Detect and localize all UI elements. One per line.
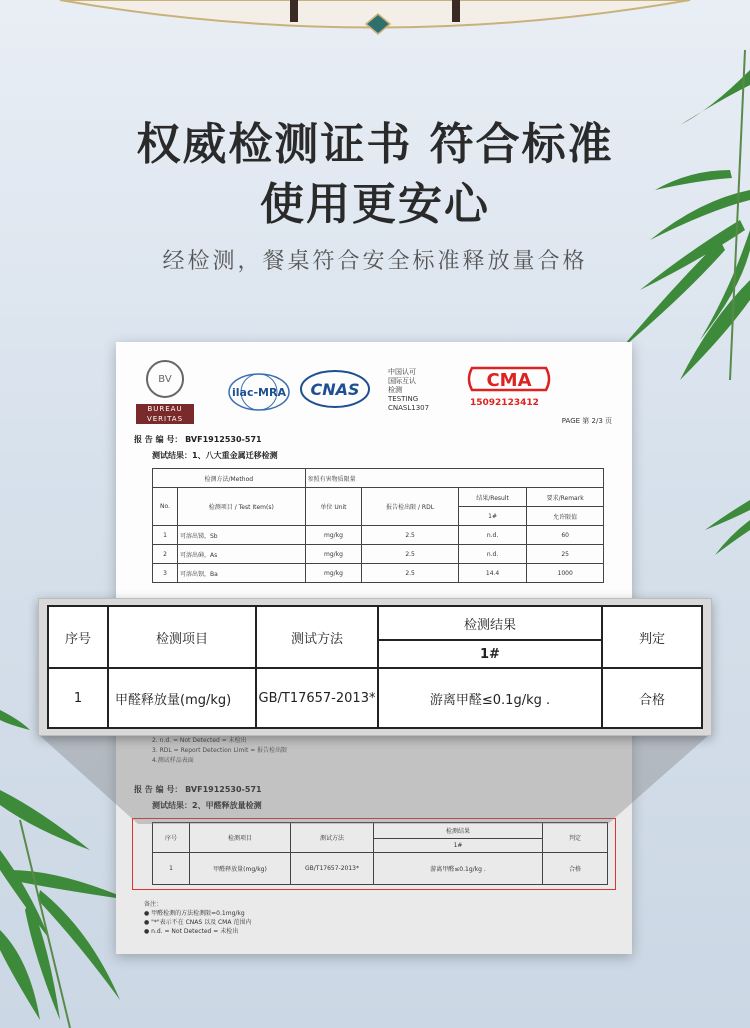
table-row: 1 甲醛释放量(mg/kg) GB/T17657-2013* 游离甲醛≤0.1g/kg . 合格	[153, 853, 608, 885]
cnas-logo	[298, 368, 372, 410]
heavy-metal-table: 检测方法/Method 参照有害物质限量 No. 检测项目 / Test Item(s) 单位 Unit 报告检出限 / RDL 结果/Result 要求/Remark 1# 允许限值 1 可溶出锑，Sb mg/kg 2.5 n.d. 60 2 可溶出砷，As mg/kg 2.5 n.d. 25 3 可溶出钡，Ba mg/kg 2.5 14.4 1000	[152, 468, 604, 583]
table-row: 3 可溶出钡，Ba mg/kg 2.5 14.4 1000	[153, 564, 604, 583]
ilac-mra-logo	[224, 368, 294, 412]
table2-notes: 备注： ● 甲醛检测的方法检测限=0.1mg/kg ● "*"表示不在 CNAS 以及 CMA 范围内 ● n.d. = Not Detected = 未检出	[144, 901, 252, 935]
page-number: PAGE 第 2/3 页	[561, 417, 612, 425]
headline-line1: 权威检测证书 符合标准	[136, 119, 614, 170]
subheadline: 经检测，餐桌符合安全标准释放量合格	[162, 249, 588, 274]
table-row: 2 可溶出砷，As mg/kg 2.5 n.d. 25	[153, 545, 604, 564]
bamboo-leaves-right	[700, 480, 750, 560]
table-row: 1 甲醛释放量(mg/kg) GB/T17657-2013* 游离甲醛≤0.1g/kg . 合格	[48, 668, 702, 728]
svg-text:ilac-MRA: ilac-MRA	[232, 386, 286, 399]
zoomed-result-panel	[38, 598, 712, 736]
formaldehyde-table-zoom: 序号 检测项目 测试方法 检测结果 判定 1# 1 甲醛释放量(mg/kg) GB/T17657-2013* 游离甲醛≤0.1g/kg . 合格	[47, 605, 703, 729]
report-number: 报 告 编 号： BVF1912530-571	[134, 435, 262, 444]
top-decorative-arc	[0, 0, 750, 40]
cma-logo	[464, 364, 554, 394]
bureau-veritas-logo: BV BUREAU VERITAS	[136, 360, 194, 426]
recognition-text: 中国认可 国际互认 检测 TESTING CNASL1307	[388, 368, 430, 412]
svg-text:CMA: CMA	[486, 370, 532, 391]
table-row: 1 可溶出锑，Sb mg/kg 2.5 n.d. 60	[153, 526, 604, 545]
cma-number: 15092123412	[470, 398, 539, 408]
section1-title: 测试结果：1、八大重金属迁移检测	[152, 451, 278, 460]
svg-text:CNAS: CNAS	[310, 380, 360, 399]
zoom-connector	[38, 734, 710, 824]
formaldehyde-table-small: 序号 检测项目 测试方法 检测结果 判定 1# 1 甲醛释放量(mg/kg) GB/T17657-2013* 游离甲醛≤0.1g/kg . 合格	[152, 822, 608, 885]
headline-line2: 使用更安心	[260, 179, 490, 230]
